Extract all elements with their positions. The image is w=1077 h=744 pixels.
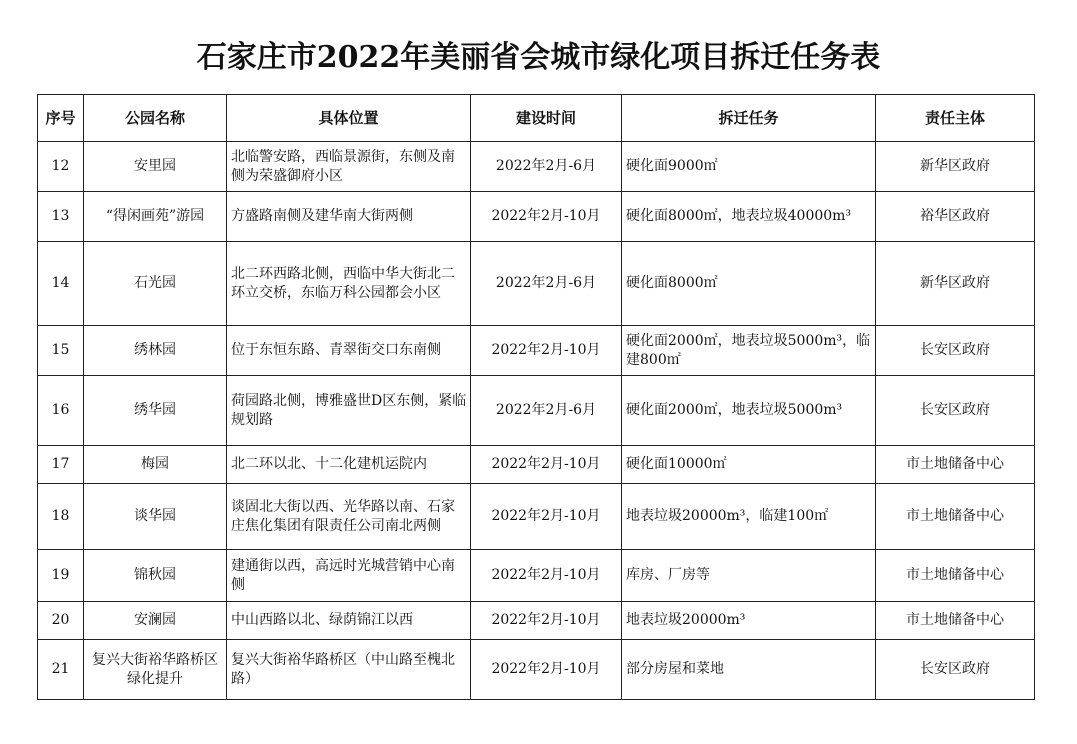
- cell-location: 北二环以北、十二化建机运院内: [227, 446, 471, 484]
- cell-index: 16: [38, 376, 84, 446]
- table-row: [38, 326, 1035, 376]
- cell-index: 12: [38, 142, 84, 192]
- cell-index: 17: [38, 446, 84, 484]
- cell-park-name: 石光园: [84, 242, 227, 326]
- cell-park-name: “得闲画苑”游园: [84, 192, 227, 242]
- header-location: 具体位置: [227, 95, 471, 142]
- cell-responsible-party: 市土地储备中心: [876, 550, 1035, 602]
- cell-responsible-party: 市土地储备中心: [876, 484, 1035, 550]
- cell-park-name: 安澜园: [84, 602, 227, 640]
- table-row: [38, 376, 1035, 446]
- table-row: [38, 602, 1035, 640]
- cell-index: 15: [38, 326, 84, 376]
- cell-park-name: 绣林园: [84, 326, 227, 376]
- cell-index: 20: [38, 602, 84, 640]
- cell-construction-period: 2022年2月-10月: [471, 192, 622, 242]
- cell-responsible-party: 新华区政府: [876, 242, 1035, 326]
- header-responsible-party: 责任主体: [876, 95, 1035, 142]
- cell-responsible-party: 市土地储备中心: [876, 446, 1035, 484]
- cell-park-name: 锦秋园: [84, 550, 227, 602]
- cell-index: 14: [38, 242, 84, 326]
- cell-construction-period: 2022年2月-10月: [471, 550, 622, 602]
- cell-construction-period: 2022年2月-10月: [471, 602, 622, 640]
- header-park-name: 公园名称: [84, 95, 227, 142]
- cell-location: 位于东恒东路、青翠街交口东南侧: [227, 326, 471, 376]
- cell-location: 方盛路南侧及建华南大街两侧: [227, 192, 471, 242]
- cell-demolition-task: 硬化面8000㎡: [622, 242, 876, 326]
- cell-park-name: 梅园: [84, 446, 227, 484]
- cell-construction-period: 2022年2月-10月: [471, 326, 622, 376]
- cell-location: 中山西路以北、绿荫锦江以西: [227, 602, 471, 640]
- cell-index: 21: [38, 640, 84, 700]
- cell-responsible-party: 长安区政府: [876, 640, 1035, 700]
- cell-demolition-task: 硬化面9000㎡: [622, 142, 876, 192]
- table-row: [38, 484, 1035, 550]
- cell-demolition-task: 库房、厂房等: [622, 550, 876, 602]
- table-row: [38, 242, 1035, 326]
- cell-location: 建通街以西，高远时光城营销中心南侧: [227, 550, 471, 602]
- table-row: [38, 142, 1035, 192]
- cell-index: 19: [38, 550, 84, 602]
- cell-demolition-task: 部分房屋和菜地: [622, 640, 876, 700]
- header-index: 序号: [38, 95, 84, 142]
- cell-responsible-party: 裕华区政府: [876, 192, 1035, 242]
- cell-location: 北二环西路北侧，西临中华大街北二环立交桥，东临万科公园都会小区: [227, 242, 471, 326]
- cell-construction-period: 2022年2月-10月: [471, 484, 622, 550]
- demolition-task-table: [37, 94, 1035, 700]
- cell-park-name: 谈华园: [84, 484, 227, 550]
- cell-demolition-task: 硬化面2000㎡，地表垃圾5000m³，临建800㎡: [622, 326, 876, 376]
- cell-location: 荷园路北侧，博雅盛世D区东侧，紧临规划路: [227, 376, 471, 446]
- cell-responsible-party: 长安区政府: [876, 376, 1035, 446]
- cell-index: 18: [38, 484, 84, 550]
- cell-location: 北临警安路，西临景源街，东侧及南侧为荣盛御府小区: [227, 142, 471, 192]
- cell-construction-period: 2022年2月-10月: [471, 640, 622, 700]
- cell-park-name: 复兴大街裕华路桥区绿化提升: [84, 640, 227, 700]
- header-demolition-task: 拆迁任务: [622, 95, 876, 142]
- cell-construction-period: 2022年2月-6月: [471, 376, 622, 446]
- page-title: 石家庄市2022年美丽省会城市绿化项目拆迁任务表: [196, 40, 881, 75]
- cell-park-name: 绣华园: [84, 376, 227, 446]
- cell-demolition-task: 硬化面10000㎡: [622, 446, 876, 484]
- cell-construction-period: 2022年2月-6月: [471, 242, 622, 326]
- cell-location: 复兴大街裕华路桥区（中山路至槐北路）: [227, 640, 471, 700]
- cell-demolition-task: 地表垃圾20000m³，临建100㎡: [622, 484, 876, 550]
- header-construction-period: 建设时间: [471, 95, 622, 142]
- cell-demolition-task: 地表垃圾20000m³: [622, 602, 876, 640]
- cell-demolition-task: 硬化面8000㎡，地表垃圾40000m³: [622, 192, 876, 242]
- cell-location: 谈固北大街以西、光华路以南、石家庄焦化集团有限责任公司南北两侧: [227, 484, 471, 550]
- cell-construction-period: 2022年2月-10月: [471, 446, 622, 484]
- cell-construction-period: 2022年2月-6月: [471, 142, 622, 192]
- table-row: [38, 640, 1035, 700]
- cell-responsible-party: 长安区政府: [876, 326, 1035, 376]
- table-row: [38, 550, 1035, 602]
- cell-responsible-party: 市土地储备中心: [876, 602, 1035, 640]
- table-row: [38, 446, 1035, 484]
- cell-index: 13: [38, 192, 84, 242]
- cell-demolition-task: 硬化面2000㎡，地表垃圾5000m³: [622, 376, 876, 446]
- cell-responsible-party: 新华区政府: [876, 142, 1035, 192]
- table-row: [38, 192, 1035, 242]
- cell-park-name: 安里园: [84, 142, 227, 192]
- table-header-row: [38, 95, 1035, 142]
